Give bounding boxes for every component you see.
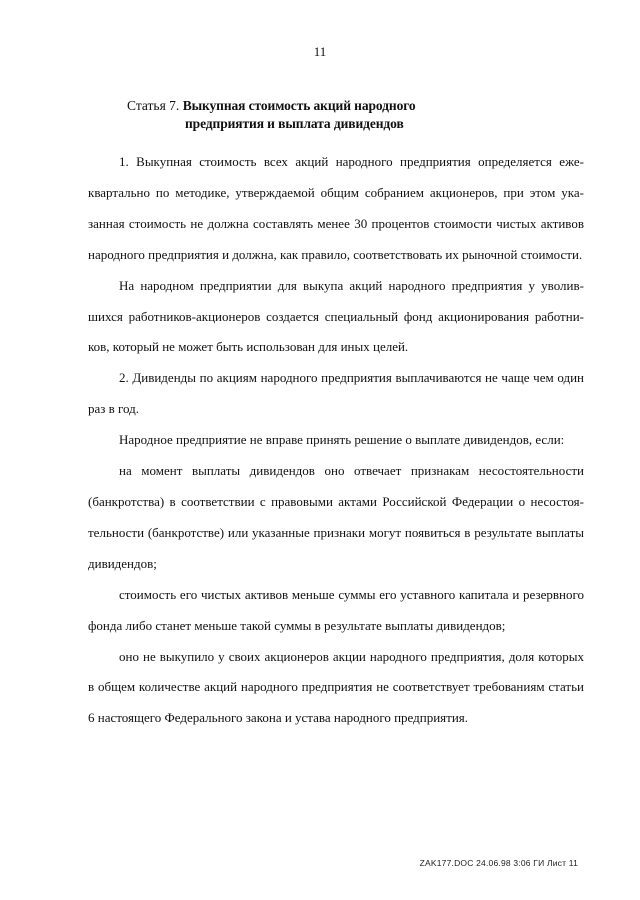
paragraph-4: Народное предприятие не вправе принять решение о выплате дивидендов, если: bbox=[119, 432, 565, 448]
page-number: 11 bbox=[313, 44, 327, 59]
article-body bbox=[88, 147, 584, 734]
paragraph-5: на момент выплаты дивидендов оно отвечает признакам несостоятельности (банкротства) в соответствии с правовыми актами Российской Федерации о несостоятельности (банкротстве) или указанные признаки могут появиться в результате выплаты дивидендов; bbox=[88, 463, 584, 571]
paragraph-2: На народном предприятии для выкупа акций народного предприятия у уволившихся работников-акционеров создается специальный фонд акционирования работников, который не может быть использован для иных целей. bbox=[88, 277, 584, 355]
paragraph-7: оно не выкупило у своих акционеров акции народного предприятия, доля которых в общем количестве акций народного предприятия не соответствует требованиям статьи 6 настоящего Федерального закона и устава народного предприятия. bbox=[88, 648, 584, 726]
article-heading bbox=[127, 97, 416, 133]
article-title-line2: предприятия и выплата дивидендов bbox=[185, 116, 404, 131]
paragraph-1: 1. Выкупная стоимость всех акций народного предприятия определяется ежеквартально по методике, утверждаемой общим собранием акционеров, при этом указанная стоимость не должна составлять менее 30 процентов стоимости чистых активов народного предприятия и должна, как правило, соответствовать их рыночной стоимости. bbox=[88, 154, 584, 262]
paragraph-6: стоимость его чистых активов меньше суммы его уставного капитала и резервного фонда либо станет меньше такой суммы в результате выплаты дивидендов; bbox=[88, 586, 584, 633]
article-title-line1: Выкупная стоимость акций народного bbox=[182, 98, 416, 113]
paragraph-3: 2. Дивиденды по акциям народного предприятия выплачиваются не чаще чем один раз в год. bbox=[88, 370, 584, 417]
article-prefix: Статья 7. bbox=[127, 98, 180, 113]
document-footer: ZAK177.DOC 24.06.98 3:06 ГИ Лист 11 bbox=[419, 858, 578, 868]
